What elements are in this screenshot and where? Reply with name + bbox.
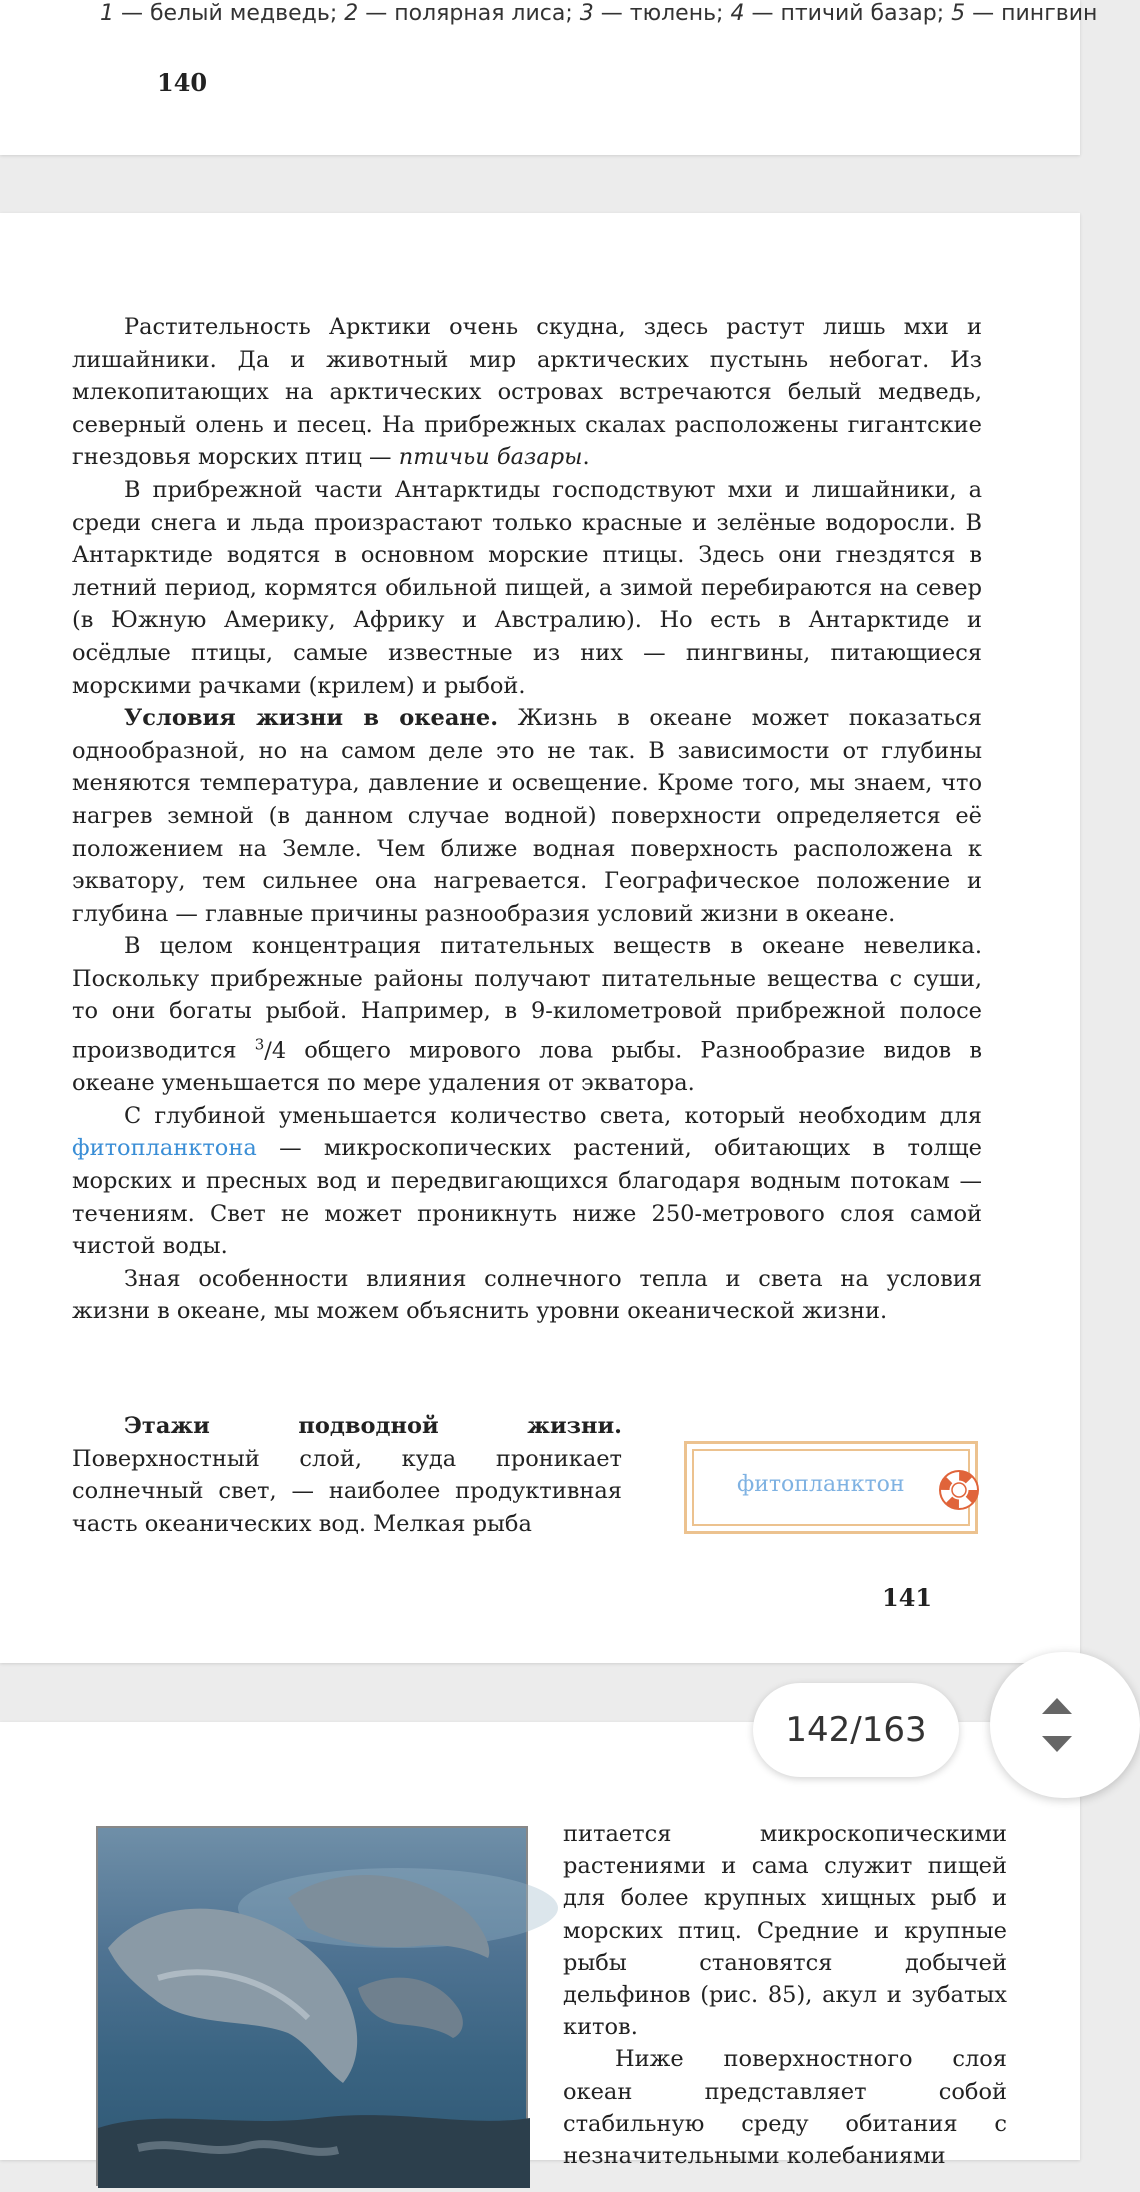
page-indicator: 142/163 [753,1683,959,1777]
caption-text-5: — пингвин [965,1,1098,26]
fraction [254,1035,287,1064]
caption-text-1: — белый медведь; [114,1,345,26]
text-run: Растительность Арктики очень скудна, здесь растут лишь мхи и лишайники. Да и животный мир арктических пустынь небогат. Из млекопитающих на арктических островах встречаются белый медведь, северный олень и песец. На прибрежных скалах расположены гигантские гнездовья морских птиц — [72,314,982,471]
book-page-140 [0,0,1098,155]
paragraph [72,1410,622,1540]
text-run: общего мирового лова рыбы. Разнообразие видов в океане уменьшается по мере удаления от экватора. [72,1037,982,1097]
book-page-142 [0,1722,1080,2170]
lifebuoy-icon [937,1468,981,1512]
section-heading: Условия жизни в океане. [124,705,499,732]
glossary-link[interactable]: фитопланктона [72,1135,257,1162]
fraction-numerator: 3 [254,1035,265,1054]
paragraph [72,930,982,1099]
text-run: — микроскопических растений, обитающих в толще морских и пресных вод и передвигающихся благодаря водным потокам — течениям. Свет не может проникнуть ниже 250-метрового слоя самой чистой воды. [72,1135,982,1260]
figure-caption [100,0,1098,28]
caption-num-1: 1 [100,1,114,26]
paragraph [72,311,982,474]
text-run: . [582,444,590,471]
arrow-down-icon[interactable] [1040,1732,1074,1754]
page-number: 140 [157,68,208,97]
paragraph [72,1100,982,1263]
caption-num-4: 4 [730,1,745,26]
text-run: Жизнь в океане может показаться однообразной, но на самом деле это не так. В зависимости от глубины меняются температура, давление и освещение. Кроме того, мы знаем, что нагрев земной (в данном случае водной) поверхности определяется её положением на Земле. Чем ближе водная поверхность расположена к экватору, тем сильнее она нагревается. Географическое положение и глубина — главные причины разнообразия условий жизни в океане. [72,705,982,927]
paragraph: Ниже поверхностного слоя океан представляет собой стабильную среду обитания с незначительными колебаниями [563,2046,1007,2170]
dolphins-illustration [98,1828,530,2188]
arrow-up-icon[interactable] [1040,1696,1074,1718]
caption-text-3: — тюлень; [593,1,731,26]
caption-num-3: 3 [579,1,594,26]
caption-text-2: — полярная лиса; [358,1,580,26]
text-run: Поверхностный слой, куда проникает солнечный свет, — наиболее продуктивная часть океанических вод. Мелкая рыба [72,1445,622,1537]
glossary-box[interactable] [684,1441,978,1534]
book-page-141 [0,213,1080,1663]
italic-term: птичьи базары [398,444,583,471]
caption-text-4: — птичий базар; [744,1,952,26]
caption-num-2: 2 [344,1,359,26]
glossary-term: фитопланктон [737,1472,905,1497]
page-scroll-control[interactable] [990,1652,1140,1798]
paragraph: питается микроскопическими растениями и сама служит пищей для более крупных хищных рыб и морских птиц. Средние и крупные рыбы становятся добычей дельфинов (рис. 85), акул и зубатых китов. [563,1821,1007,2041]
paragraph: Зная особенности влияния солнечного тепла и света на условия жизни в океане, мы можем объяснить уровни океанической жизни. [72,1265,982,1325]
side-text [563,1818,1007,2172]
text-run: С глубиной уменьшается количество света, который необходим для [124,1102,982,1129]
paragraph [72,702,982,930]
fraction-denominator: /4 [264,1037,287,1064]
section-heading: Этажи подводной жизни. [124,1413,622,1439]
dolphins-photo [96,1826,528,2186]
text-run: В целом концентрация питательных веществ в океане невелика. Поскольку прибрежные районы получают питательные вещества с суши, то они богаты рыбой. Например, в 9-километровой прибрежной полосе производится [72,933,982,1064]
main-text [72,311,982,1328]
page-number: 141 [882,1583,933,1612]
caption-num-5: 5 [951,1,966,26]
paragraph: В прибрежной части Антарктиды господствуют мхи и лишайники, а среди снега и льда произрастают только красные и зелёные водоросли. В Антарктиде водятся в основном морские птицы. Здесь они гнездятся в летний период, кормятся обильной пищей, а зимой перебираются на север (в Южную Америку, Африку и Австралию). Но есть в Антарктиде и осёдлые птицы, самые известные из них — пингвины, питающиеся морскими рачками (крилем) и рыбой. [72,476,982,699]
float-text [72,1410,622,1540]
